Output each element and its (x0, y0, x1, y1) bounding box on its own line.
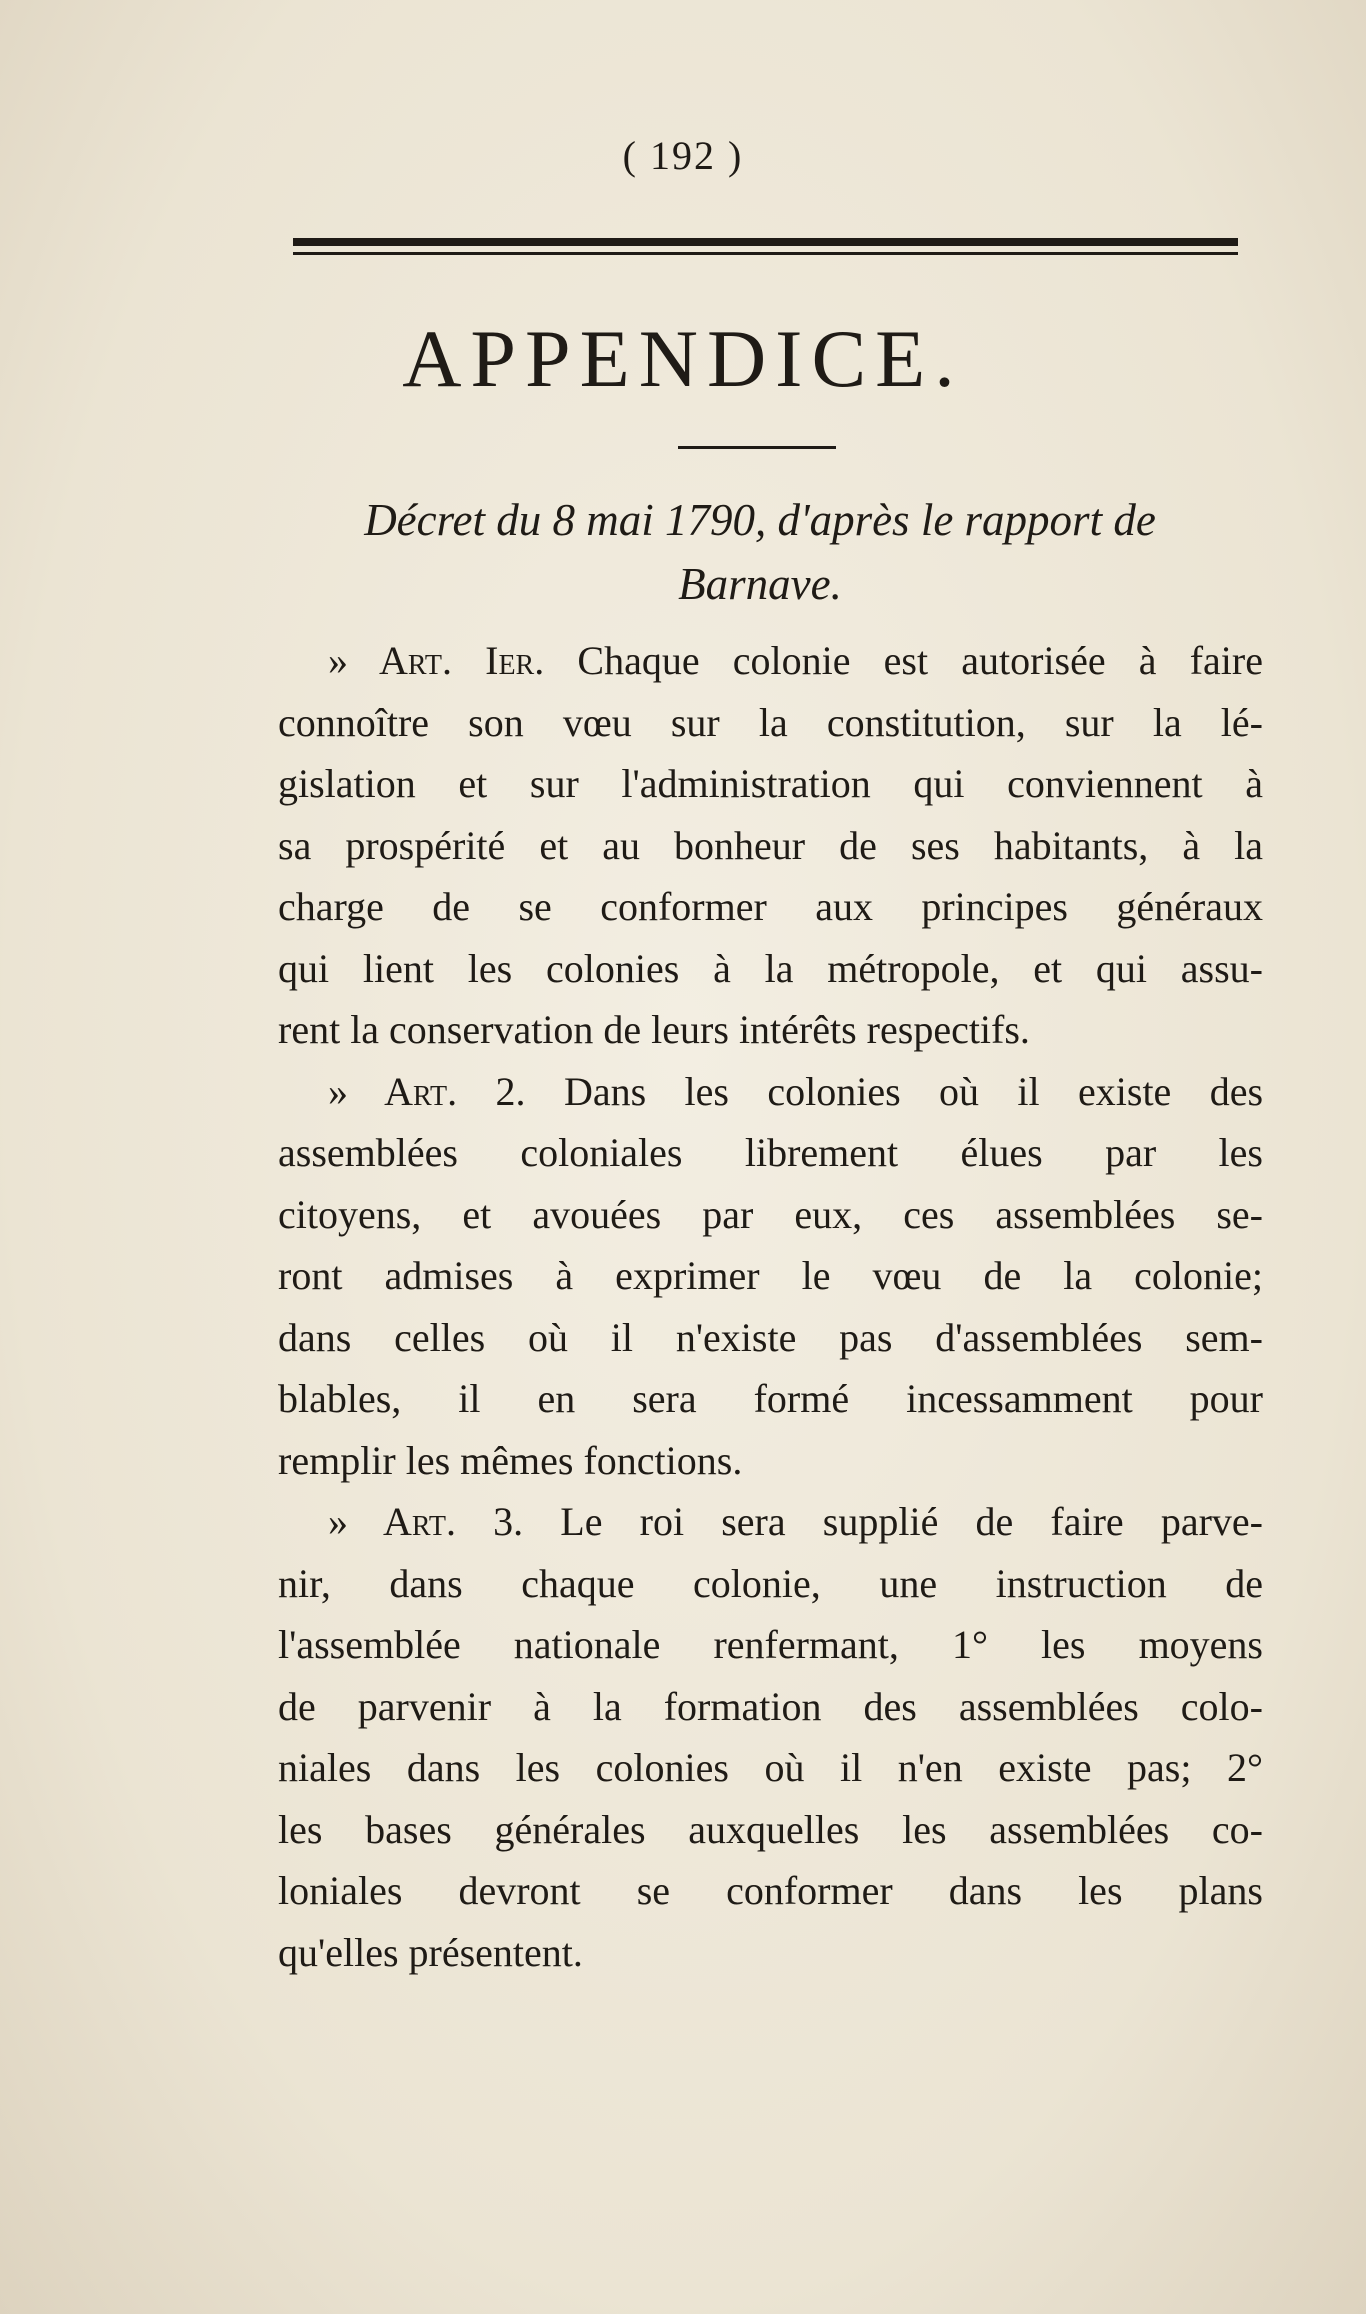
article-1-first-line (278, 630, 1263, 692)
article-3-line: niales dans les colonies où il n'en existe pas; 2° (278, 1745, 1263, 1790)
heading-divider (678, 446, 836, 449)
article-2-line: dans celles où il n'existe pas d'assemblées sem- (278, 1314, 1263, 1360)
article-2-line: ront admises à exprimer le vœu de la colonie; (278, 1253, 1263, 1298)
header-rule-thin (293, 252, 1238, 255)
article-2-line: remplir les mêmes fonctions. (278, 1437, 743, 1483)
article-3-line: l'assemblée nationale renfermant, 1° les moyens (278, 1622, 1263, 1667)
article-2-line: assemblées coloniales librement élues par les (278, 1130, 1263, 1175)
article-3-line: qu'elles présentent. (278, 1929, 583, 1975)
article-2-line: blables, il en sera formé incessamment pour (278, 1376, 1263, 1421)
decree-title (270, 488, 1250, 616)
article-1-line: sa prospérité et au bonheur de ses habitants, à la (278, 822, 1263, 868)
article-2-first-line (278, 1061, 1263, 1123)
article-3-first-line (278, 1491, 1263, 1553)
article-3-label: » Art. 3. (328, 1499, 524, 1544)
article-1-line: gislation et sur l'administration qui conviennent à (278, 761, 1263, 806)
article-3-line: nir, dans chaque colonie, une instruction de (278, 1560, 1263, 1606)
article-3-line: loniales devront se conformer dans les plans (278, 1868, 1263, 1913)
article-1-line: charge de se conformer aux principes généraux (278, 884, 1263, 929)
decree-title-line: Barnave. (678, 559, 842, 609)
article-1-line: rent la conservation de leurs intérêts respectifs. (278, 1007, 1030, 1052)
article-2-line: citoyens, et avouées par eux, ces assemblées se- (278, 1191, 1263, 1237)
article-2-label: » Art. 2. (328, 1068, 526, 1114)
page-number: ( 192 ) (622, 133, 744, 178)
section-heading: APPENDICE. (402, 313, 964, 404)
article-3-line: de parvenir à la formation des assemblées colo- (278, 1683, 1263, 1729)
article-1-text-start: Chaque colonie est autorisée à faire (577, 638, 1263, 683)
article-3-line: les bases générales auxquelles les assemblées co- (278, 1806, 1263, 1852)
header-rule-thick (293, 238, 1238, 246)
article-2-text-start: Dans les colonies où il existe des (563, 1068, 1264, 1114)
article-body (278, 630, 1263, 1983)
decree-title-line: Décret du 8 mai 1790, d'après le rapport de (364, 495, 1156, 545)
article-1-line: qui lient les colonies à la métropole, et qui assu- (278, 945, 1263, 991)
article-3-text-start: Le roi sera supplié de faire parve- (560, 1499, 1263, 1544)
article-1-line: connoître son vœu sur la constitution, sur la lé- (278, 699, 1263, 745)
article-1-label: » Art. Ier. (328, 638, 545, 683)
